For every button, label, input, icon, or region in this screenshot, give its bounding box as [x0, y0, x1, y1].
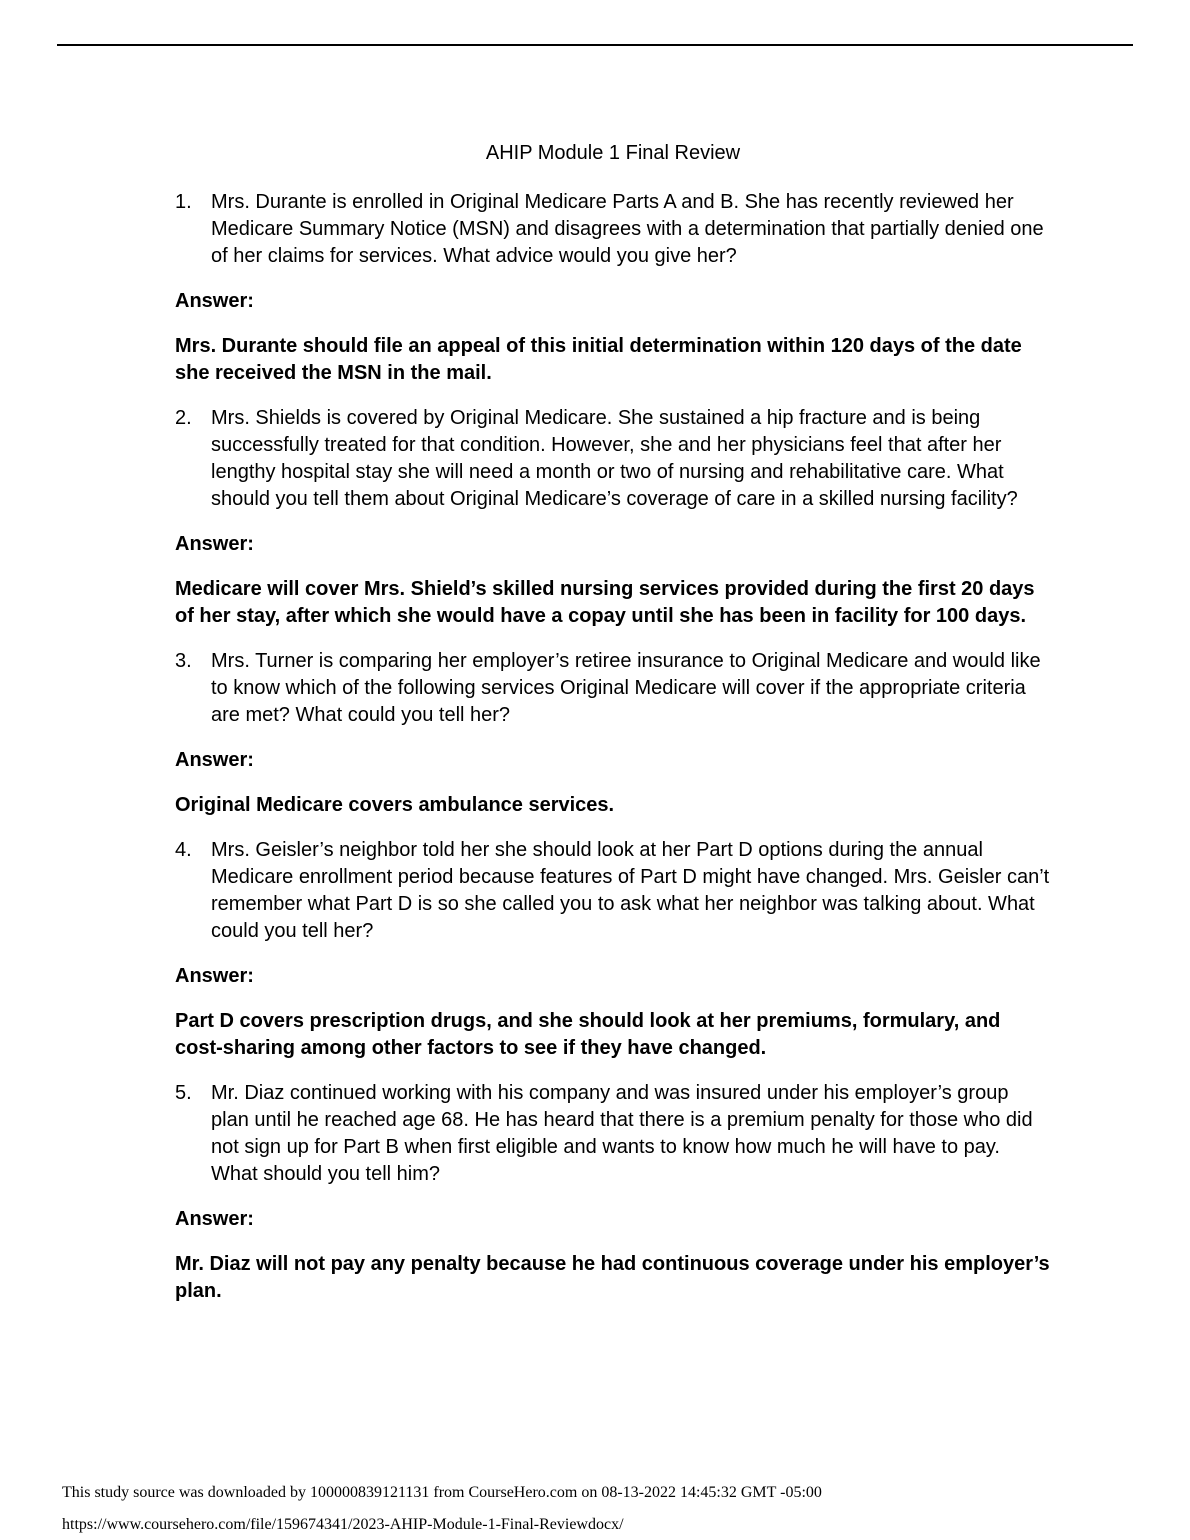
- question-number: 2.: [175, 407, 192, 429]
- answer-label: Answer:: [175, 749, 254, 771]
- question-number: 4.: [175, 839, 192, 861]
- question: [175, 405, 1051, 513]
- answer-text: Mr. Diaz will not pay any penalty because he had continuous coverage under his employer’s plan.: [175, 1253, 1050, 1302]
- document-content: [175, 140, 1051, 1323]
- question-number: 3.: [175, 650, 192, 672]
- answer-text: Original Medicare covers ambulance services.: [175, 794, 615, 816]
- answer-text: Part D covers prescription drugs, and she should look at her premiums, formulary, and cost-sharing among other factors to see if they have changed.: [175, 1010, 1001, 1059]
- answer-text: Medicare will cover Mrs. Shield’s skilled nursing services provided during the first 20 days of her stay, after which she would have a copay until she has been in facility for 100 days.: [175, 578, 1035, 627]
- qa-item: [175, 189, 1051, 387]
- question-number: 5.: [175, 1082, 192, 1104]
- qa-item: [175, 1080, 1051, 1305]
- footer-url: https://www.coursehero.com/file/159674341/2023-AHIP-Module-1-Final-Reviewdocx/: [62, 1516, 624, 1533]
- question-text: Mrs. Geisler’s neighbor told her she should look at her Part D options during the annual Medicare enrollment period because features of Part D might have changed. Mrs. Geisler can’t remember what Part D is so she called you to ask what her neighbor was talking about. What could you tell her?: [211, 839, 1050, 942]
- question-text: Mrs. Shields is covered by Original Medicare. She sustained a hip fracture and is being successfully treated for that condition. However, she and her physicians feel that after her lengthy hospital stay she will need a month or two of nursing and rehabilitative care. What should you tell them about Original Medicare’s coverage of care in a skilled nursing facility?: [211, 407, 1018, 510]
- question-text: Mr. Diaz continued working with his company and was insured under his employer’s group plan until he reached age 68. He has heard that there is a premium penalty for those who did not sign up for Part B when first eligible and wants to know how much he will have to pay. What should you tell him?: [211, 1082, 1033, 1185]
- answer-label: Answer:: [175, 1208, 254, 1230]
- question-text: Mrs. Durante is enrolled in Original Medicare Parts A and B. She has recently reviewed her Medicare Summary Notice (MSN) and disagrees with a determination that partially denied one of her claims for services. What advice would you give her?: [211, 191, 1044, 267]
- answer-text: Mrs. Durante should file an appeal of this initial determination within 120 days of the date she received the MSN in the mail.: [175, 335, 1022, 384]
- top-divider: [57, 44, 1133, 46]
- answer-label: Answer:: [175, 290, 254, 312]
- answer-label: Answer:: [175, 965, 254, 987]
- question: [175, 1080, 1051, 1188]
- answer-label: Answer:: [175, 533, 254, 555]
- question: [175, 837, 1051, 945]
- question: [175, 189, 1051, 270]
- qa-item: [175, 405, 1051, 630]
- page-title: AHIP Module 1 Final Review: [485, 142, 741, 164]
- qa-item: [175, 837, 1051, 1062]
- question: [175, 648, 1051, 729]
- footer-download-info: This study source was downloaded by 100000839121131 from CourseHero.com on 08-13-2022 14:45:32 GMT -05:00: [62, 1484, 822, 1501]
- question-text: Mrs. Turner is comparing her employer’s retiree insurance to Original Medicare and would like to know which of the following services Original Medicare will cover if the appropriate criteria are met? What could you tell her?: [211, 650, 1041, 726]
- qa-item: [175, 648, 1051, 819]
- question-number: 1.: [175, 191, 192, 213]
